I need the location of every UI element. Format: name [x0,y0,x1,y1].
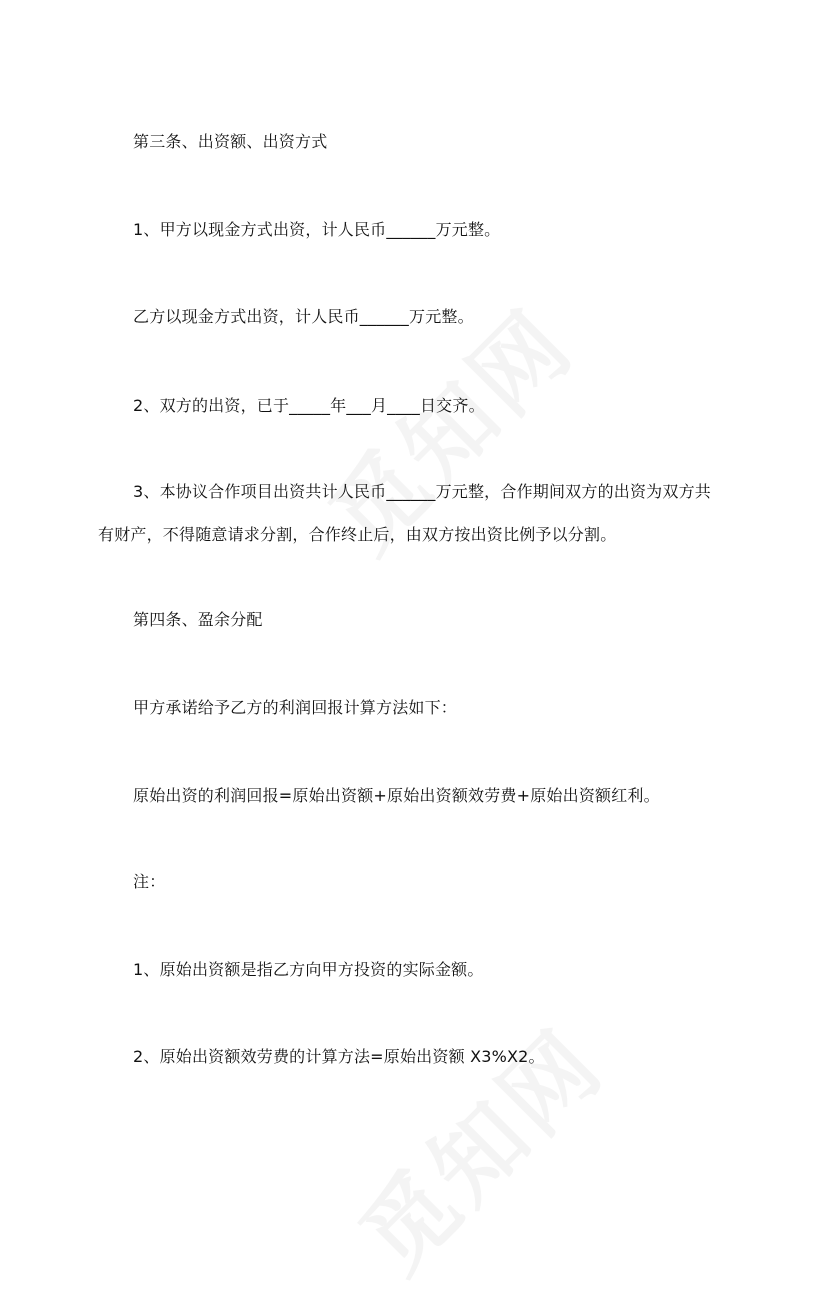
paragraph: 3、本协议合作项目出资共计人民币______万元整，合作期间双方的出资为双方共 [133,482,711,501]
section-heading-3: 第三条、出资额、出资方式 [133,132,328,151]
paragraph: 甲方承诺给予乙方的利润回报计算方法如下： [133,698,458,717]
paragraph-continuation: 有财产，不得随意请求分割，合作终止后，由双方按出资比例予以分割。 [98,525,617,544]
paragraph: 2、原始出资额效劳费的计算方法=原始出资额 X3%X2。 [133,1047,545,1066]
note-label: 注： [133,872,166,891]
watermark [326,995,627,1296]
section-heading-4: 第四条、盈余分配 [133,610,263,629]
paragraph: 1、原始出资额是指乙方向甲方投资的实际金额。 [133,960,484,979]
paragraph: 2、双方的出资，已于_____年___月____日交齐。 [133,396,485,415]
paragraph: 原始出资的利润回报=原始出资额+原始出资额效劳费+原始出资额红利。 [133,786,660,805]
paragraph: 1、甲方以现金方式出资，计人民币______万元整。 [133,220,501,239]
paragraph: 乙方以现金方式出资，计人民币______万元整。 [133,307,474,326]
